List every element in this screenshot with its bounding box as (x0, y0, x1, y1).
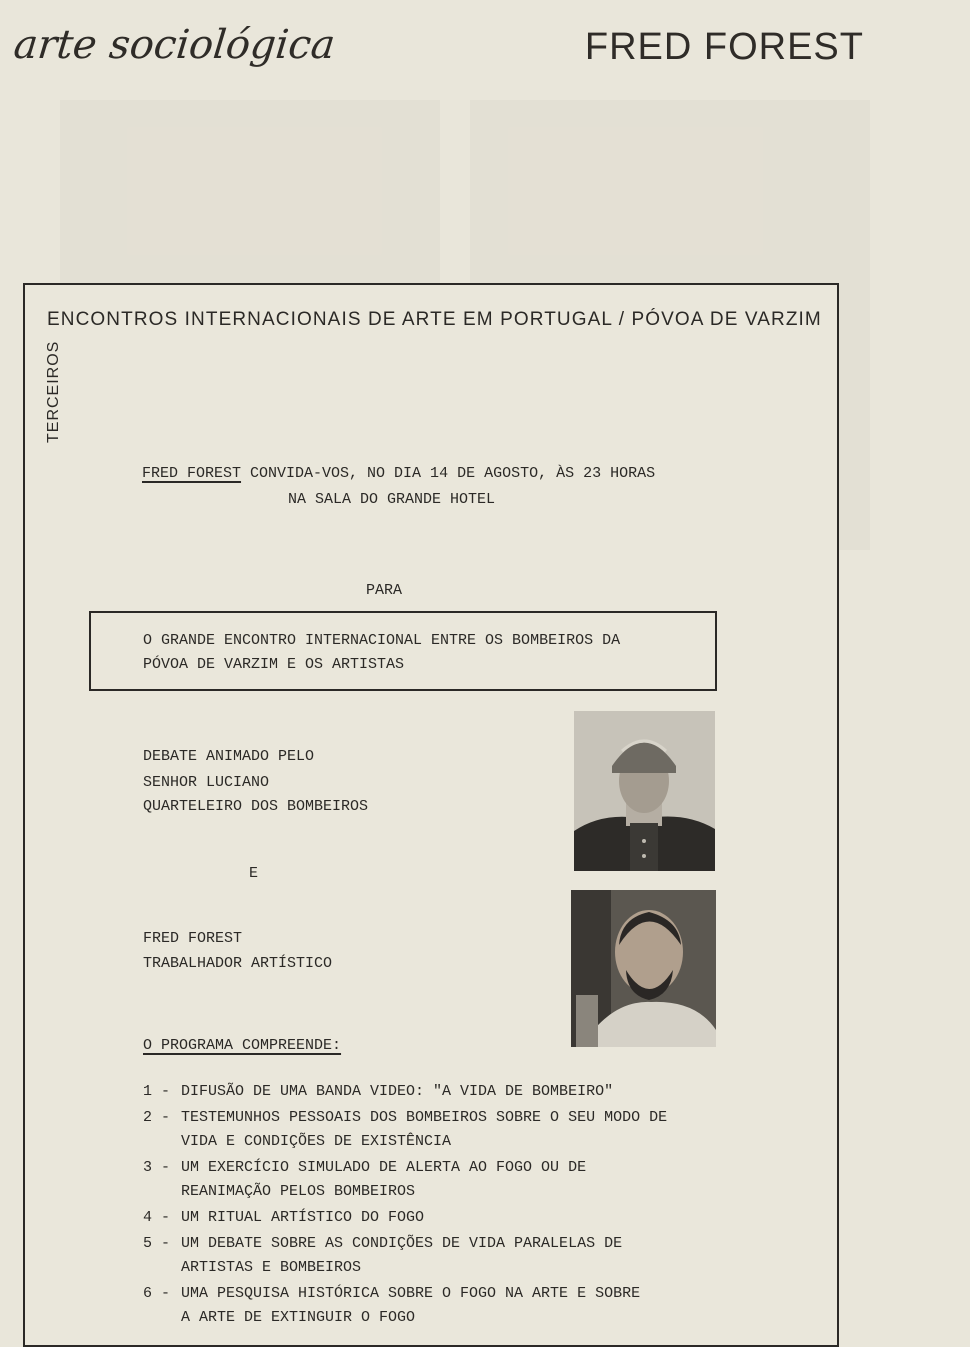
program-item-text: UMA PESQUISA HISTÓRICA SOBRE O FOGO NA ARTE E SOBRE A ARTE DE EXTINGUIR O FOGO (181, 1285, 641, 1326)
program-item-text: TESTEMUNHOS PESSOAIS DOS BOMBEIROS SOBRE O SEU MODO DE VIDA E CONDIÇÕES DE EXISTÊNCIA (181, 1109, 668, 1150)
program-item-number: 4 - (143, 1209, 171, 1226)
artist-photo (571, 890, 716, 1047)
program-heading: O PROGRAMA COMPREENDE: (143, 1037, 342, 1054)
program-item-number: 3 - (143, 1159, 171, 1176)
program-list (143, 1080, 783, 1332)
program-item-number: 6 - (143, 1285, 171, 1302)
invitation-line-1 (142, 465, 655, 482)
artist-line-2: TRABALHADOR ARTÍSTICO (143, 955, 333, 972)
invitation-name: FRED FOREST (142, 465, 242, 482)
para-label: PARA (366, 582, 403, 599)
vertical-label-text: TERCEIROS (45, 340, 62, 443)
program-item-text: UM DEBATE SOBRE AS CONDIÇÕES DE VIDA PARALELAS DE ARTISTAS E BOMBEIROS (181, 1235, 623, 1276)
event-title-line-1: O GRANDE ENCONTRO INTERNACIONAL ENTRE OS BOMBEIROS DA (143, 632, 621, 649)
program-item (143, 1282, 783, 1330)
program-item (143, 1232, 783, 1280)
conjunction: E (249, 865, 259, 882)
event-title-line-2: PÓVOA DE VARZIM E OS ARTISTAS (143, 656, 405, 673)
program-item-number: 2 - (143, 1109, 171, 1126)
program-item-number: 5 - (143, 1235, 171, 1252)
author-heading: FRED FOREST (584, 26, 864, 68)
handwritten-title: arte sociológica (11, 22, 338, 68)
program-item (143, 1156, 783, 1204)
event-flyer (23, 283, 839, 1347)
artist-line-1: FRED FOREST (143, 930, 243, 947)
program-item-text: UM EXERCÍCIO SIMULADO DE ALERTA AO FOGO OU DE REANIMAÇÃO PELOS BOMBEIROS (181, 1159, 587, 1200)
program-item-text: DIFUSÃO DE UMA BANDA VIDEO: "A VIDA DE BOMBEIRO" (181, 1083, 614, 1100)
program-item-text: UM RITUAL ARTÍSTICO DO FOGO (181, 1209, 425, 1226)
flyer-header: ENCONTROS INTERNACIONAIS DE ARTE EM PORTUGAL / PÓVOA DE VARZIM (47, 309, 822, 330)
program-item-number: 1 - (143, 1083, 171, 1100)
debate-line-1: DEBATE ANIMADO PELO (143, 748, 315, 765)
event-title-box (89, 611, 717, 691)
debate-line-2: SENHOR LUCIANO (143, 774, 270, 791)
program-item (143, 1080, 783, 1104)
invitation-line-2: NA SALA DO GRANDE HOTEL (288, 491, 496, 508)
invitation-text: CONVIDA-VOS, NO DIA 14 DE AGOSTO, ÀS 23 HORAS (241, 465, 656, 482)
program-item (143, 1106, 783, 1154)
debate-line-3: QUARTELEIRO DOS BOMBEIROS (143, 798, 369, 815)
vertical-label (45, 335, 69, 447)
firefighter-photo (574, 711, 715, 871)
program-item (143, 1206, 783, 1230)
